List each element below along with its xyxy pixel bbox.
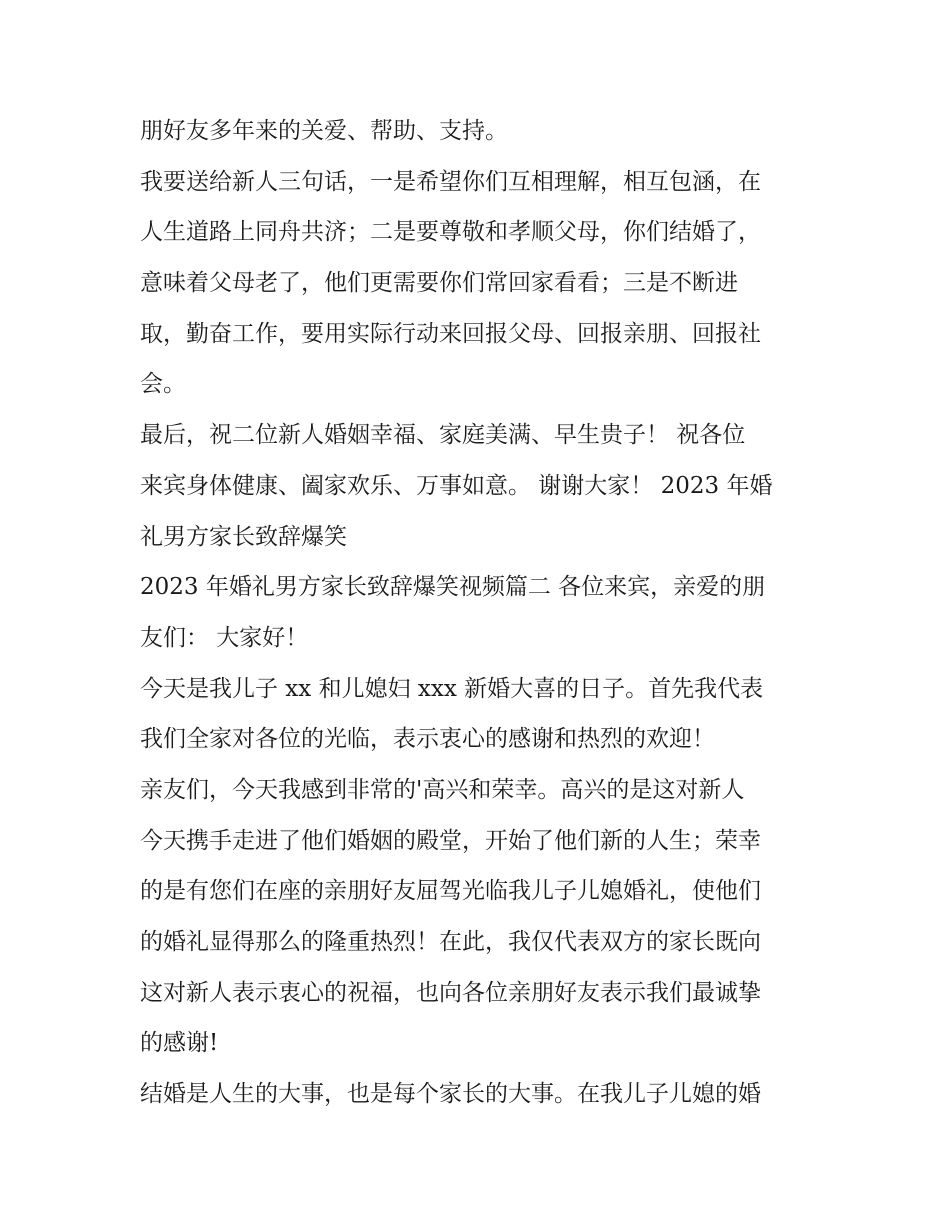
text-line: 的婚礼显得那么的隆重热烈！在此，我仅代表双方的家长既向 [140, 929, 761, 955]
text-line: 礼男方家长致辞爆笑 [140, 523, 347, 550]
text-line: 友们： 大家好！ [140, 624, 309, 651]
text-line: 2023 年婚礼男方家长致辞爆笑视频篇二 各位来宾，亲爱的朋 [140, 574, 766, 601]
text-line: 会。 [140, 371, 186, 398]
text-line: 亲友们，今天我感到非常的'高兴和荣幸。高兴的是这对新人 [140, 776, 745, 803]
text-line: 来宾身体健康、阖家欢乐、万事如意。 谢谢大家！ 2023 年婚 [140, 472, 773, 499]
text-line: 的是有您们在座的亲朋好友屈驾光临我儿子儿媳婚礼，使他们 [140, 878, 761, 905]
text-line: 人生道路上同舟共济；二是要尊敬和孝顺父母，你们结婚了， [140, 219, 761, 246]
text-line: 的感谢! [140, 1030, 219, 1057]
text-line: 取，勤奋工作，要用实际行动来回报父母、回报亲朋、回报社 [140, 320, 761, 347]
text-line: 我要送给新人三句话，一是希望你们互相理解，相互包涵，在 [140, 168, 761, 195]
text-line: 朋好友多年来的关爱、帮助、支持。 [140, 118, 508, 144]
text-line: 这对新人表示衷心的祝福，也向各位亲朋好友表示我们最诚挚 [140, 979, 761, 1006]
text-line: 最后，祝二位新人婚姻幸福、家庭美满、早生贵子！ 祝各位 [140, 422, 746, 449]
text-line: 意味着父母老了，他们更需要你们常回家看看；三是不断进 [140, 270, 738, 297]
text-line: 今天是我儿子 xx 和儿媳妇 xxx 新婚大喜的日子。首先我代表 [140, 675, 764, 702]
document-body [140, 106, 820, 1120]
text-line: 结婚是人生的大事，也是每个家长的大事。在我儿子儿媳的婚 [140, 1081, 761, 1108]
text-line: 今天携手走进了他们婚姻的殿堂，开始了他们新的人生；荣幸 [140, 827, 761, 854]
text-line: 我们全家对各位的光临，表示衷心的感谢和热烈的欢迎！ [140, 726, 715, 753]
